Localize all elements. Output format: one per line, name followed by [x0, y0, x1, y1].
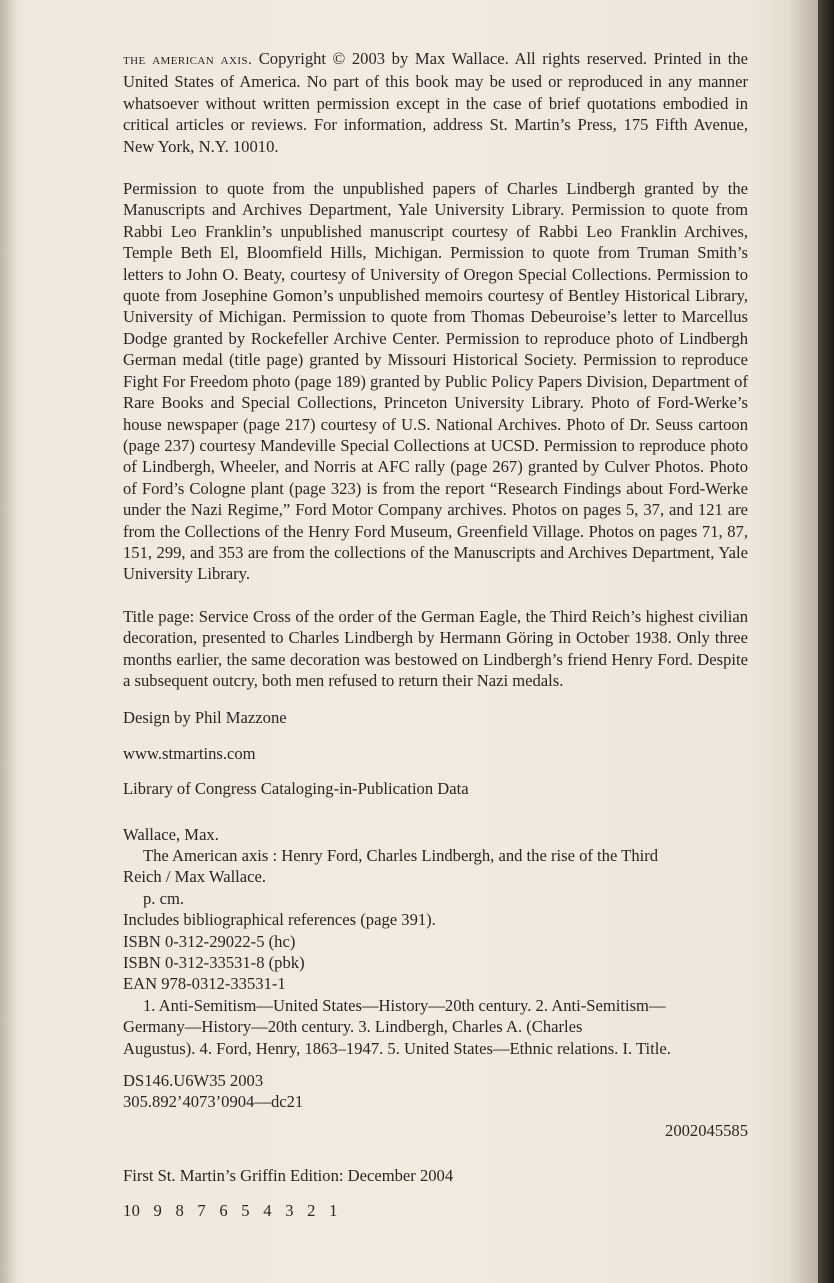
cip-subjects-line1: 1. Anti-Semitism—United States—History—20th century. 2. Anti-Semitism—: [143, 995, 666, 1015]
spine-shadow: [0, 0, 18, 1283]
cip-pagination: p. cm.: [143, 888, 185, 908]
design-credit: Design by Phil Mazzone: [123, 708, 287, 728]
cip-title-line2: Reich / Max Wallace.: [123, 867, 267, 887]
cip-title-line1: The American axis : Henry Ford, Charles Lindbergh, and the rise of the Third: [143, 846, 659, 865]
cip-heading: Library of Congress Cataloging-in-Publication Data: [123, 779, 469, 799]
cip-subjects-line2: Germany—History—20th century. 3. Lindbergh, Charles A. (Charles: [123, 1017, 583, 1037]
edition-statement: First St. Martin’s Griffin Edition: December 2004: [123, 1166, 454, 1186]
page-edge-shadow: [788, 0, 818, 1283]
cip-isbn-hc: ISBN 0-312-29022-5 (hc): [123, 931, 296, 951]
cip-bibliography: Includes bibliographical references (page 391).: [123, 910, 436, 930]
book-title-smallcaps: the american axis.: [123, 52, 253, 68]
cip-isbn-pbk: ISBN 0-312-33531-8 (pbk): [123, 953, 305, 973]
copyright-text: Copyright © 2003 by Max Wallace. All rights reserved. Printed in the United States of America. No part of this book may be used or reproduced in any manner whatsoever without written permission except in the case of brief quotations embodied in critical articles or reviews. For information, address St. Martin’s Press, 175 Fifth Avenue, New York, N.Y. 10010.: [123, 49, 748, 156]
publisher-website: www.stmartins.com: [123, 743, 256, 763]
cip-control-number: 2002045585: [665, 1120, 748, 1140]
page-content: [123, 48, 748, 1221]
cip-author: Wallace, Max.: [123, 824, 219, 844]
book-edge: [818, 0, 834, 1283]
cip-ean: EAN 978-0312-33531-1: [123, 974, 286, 994]
permissions-paragraph: Permission to quote from the unpublished papers of Charles Lindbergh granted by the Manuscripts and Archives Department, Yale University Library. Permission to quote from Rabbi Leo Franklin’s unpublished manuscript courtesy of Rabbi Leo Franklin Archives, Temple Beth El, Bloomfield Hills, Michigan. Permission to quote from Truman Smith’s letters to John O. Beaty, courtesy of University of Oregon Special Collections. Permission to quote from Josephine Gomon’s unpublished memoirs courtesy of Bentley Historical Library, University of Michigan. Permission to quote from Thomas Debeuroise’s letter to Marcellus Dodge granted by Rockefeller Archive Center. Permission to reproduce photo of Lindbergh German medal (title page) granted by Missouri Historical Society. Permission to reproduce Fight For Freedom photo (page 189) granted by Public Policy Papers Division, Department of Rare Books and Special Collections, Princeton University Library. Photo of Ford-Werke’s house newspaper (page 217) courtesy of U.S. National Archives. Photo of Dr. Seuss cartoon (page 237) courtesy Mandeville Special Collections at UCSD. Permission to reproduce photo of Lindbergh, Wheeler, and Norris at AFC rally (page 267) granted by Culver Photos. Photo of Ford’s Cologne plant (page 323) is from the report “Research Findings about Ford-Werke under the Nazi Regime,” Ford Motor Company archives. Photos on pages 5, 37, and 121 are from the Collections of the Henry Ford Museum, Greenfield Village. Photos on pages 71, 87, 151, 299, and 353 are from the collections of the Manuscripts and Archives Department, Yale University Library.: [123, 179, 748, 584]
title-page-note: Title page: Service Cross of the order of the German Eagle, the Third Reich’s highest civilian decoration, presented to Charles Lindbergh by Hermann Göring in October 1938. Only three months earlier, the same decoration was bestowed on Lindbergh’s friend Henry Ford. Despite a subsequent outcry, both men refused to return their Nazi medals.: [123, 606, 748, 690]
cip-dewey-classification: 305.892’4073’0904—dc21: [123, 1092, 304, 1112]
copyright-notice: [123, 48, 748, 157]
cip-block: [123, 824, 748, 1142]
printing-line: 10 9 8 7 6 5 4 3 2 1: [123, 1200, 338, 1220]
cip-subjects-line3: Augustus). 4. Ford, Henry, 1863–1947. 5. United States—Ethnic relations. I. Title.: [123, 1038, 671, 1058]
cip-lc-classification: DS146.U6W35 2003: [123, 1071, 264, 1091]
